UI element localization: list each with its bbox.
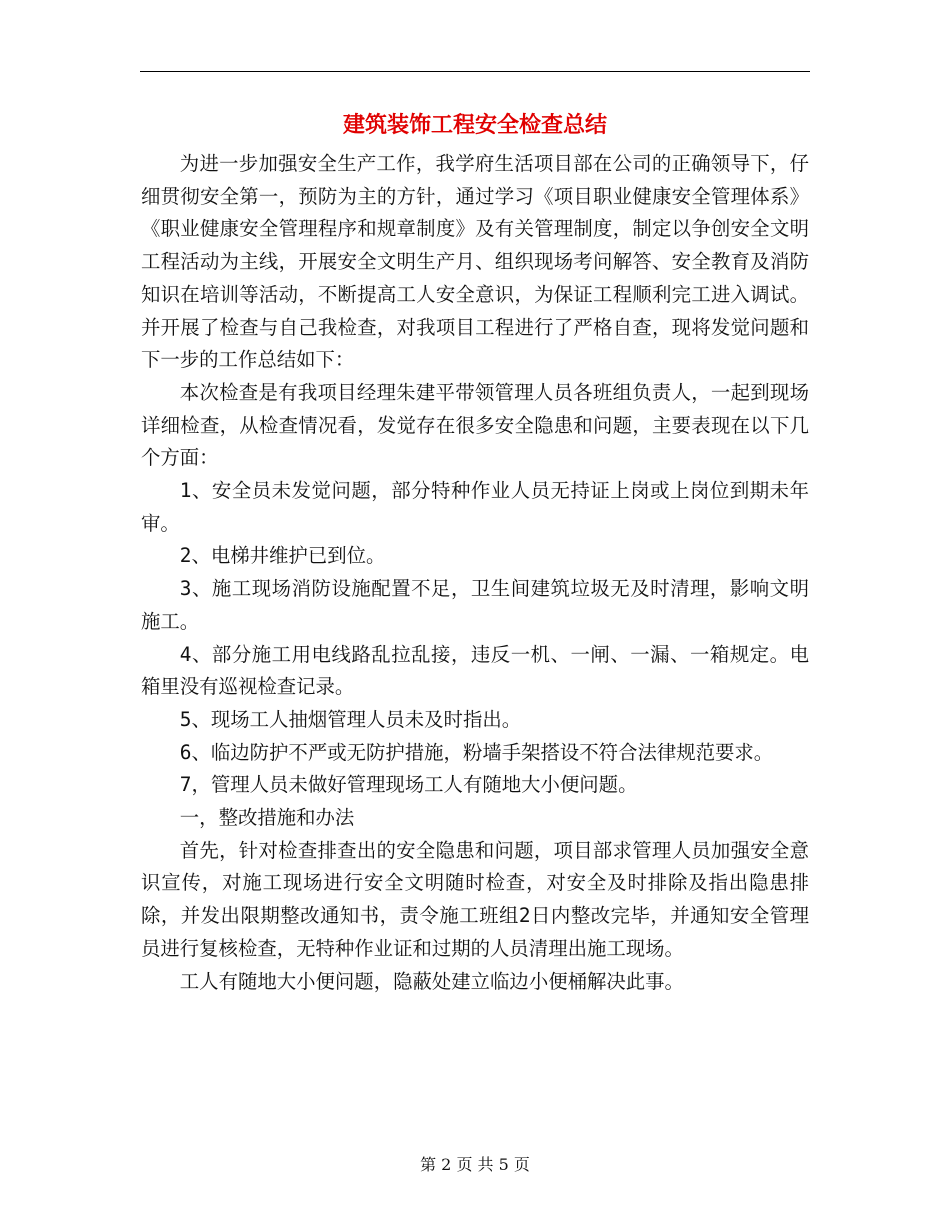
paragraph: 为进一步加强安全生产工作，我学府生活项目部在公司的正确领导下，仔细贯彻安全第一，预防为主的方针，通过学习《项目职业健康安全管理体系》《职业健康安全管理程序和规章制度》及有关管理制度，制定以争创安全文明工程活动为主线，开展安全文明生产月、组织现场考问解答、安全教育及消防知识在培训等活动，不断提高工人安全意识，为保证工程顺利完工进入调试。并开展了检查与自己我检查，对我项目工程进行了严格自查，现将发觉问题和下一步的工作总结如下：	[141, 152, 809, 372]
document-body	[141, 148, 809, 998]
paragraph: 6、临边防护不严或无防护措施，粉墙手架搭设不符合法律规范要求。	[179, 740, 774, 764]
page-number: 第 2 页 共 5 页	[420, 1155, 530, 1174]
paragraph: 2、电梯井维护已到位。	[179, 544, 386, 568]
document-title: 建筑装饰工程安全检查总结	[342, 112, 607, 138]
section-heading: 一，整改措施和办法	[179, 806, 355, 830]
paragraph: 4、部分施工用电线路乱拉乱接，违反一机、一闸、一漏、一箱规定。电箱里没有巡视检查记录。	[141, 642, 809, 699]
paragraph: 工人有随地大小便问题，隐蔽处建立临边小便桶解决此事。	[179, 969, 684, 993]
paragraph: 本次检查是有我项目经理朱建平带领管理人员各班组负责人，一起到现场详细检查，从检查情况看，发觉存在很多安全隐患和问题，主要表现在以下几个方面：	[141, 380, 809, 470]
header-rule	[140, 71, 810, 72]
paragraph: 1、安全员未发觉问题，部分特种作业人员无持证上岗或上岗位到期未年审。	[141, 479, 809, 535]
paragraph: 3、施工现场消防设施配置不足，卫生间建筑垃圾无及时清理，影响文明施工。	[141, 577, 809, 633]
paragraph: 首先，针对检查排查出的安全隐患和问题，项目部求管理人员加强安全意识宣传，对施工现场进行安全文明随时检查，对安全及时排除及指出隐患排除，并发出限期整改通知书，责令施工班组2日内整改完毕，并通知安全管理员进行复核检查，无特种作业证和过期的人员清理出施工现场。	[141, 838, 809, 960]
paragraph: 7，管理人员未做好管理现场工人有随地大小便问题。	[179, 773, 638, 797]
paragraph: 5、现场工人抽烟管理人员未及时指出。	[179, 707, 522, 731]
